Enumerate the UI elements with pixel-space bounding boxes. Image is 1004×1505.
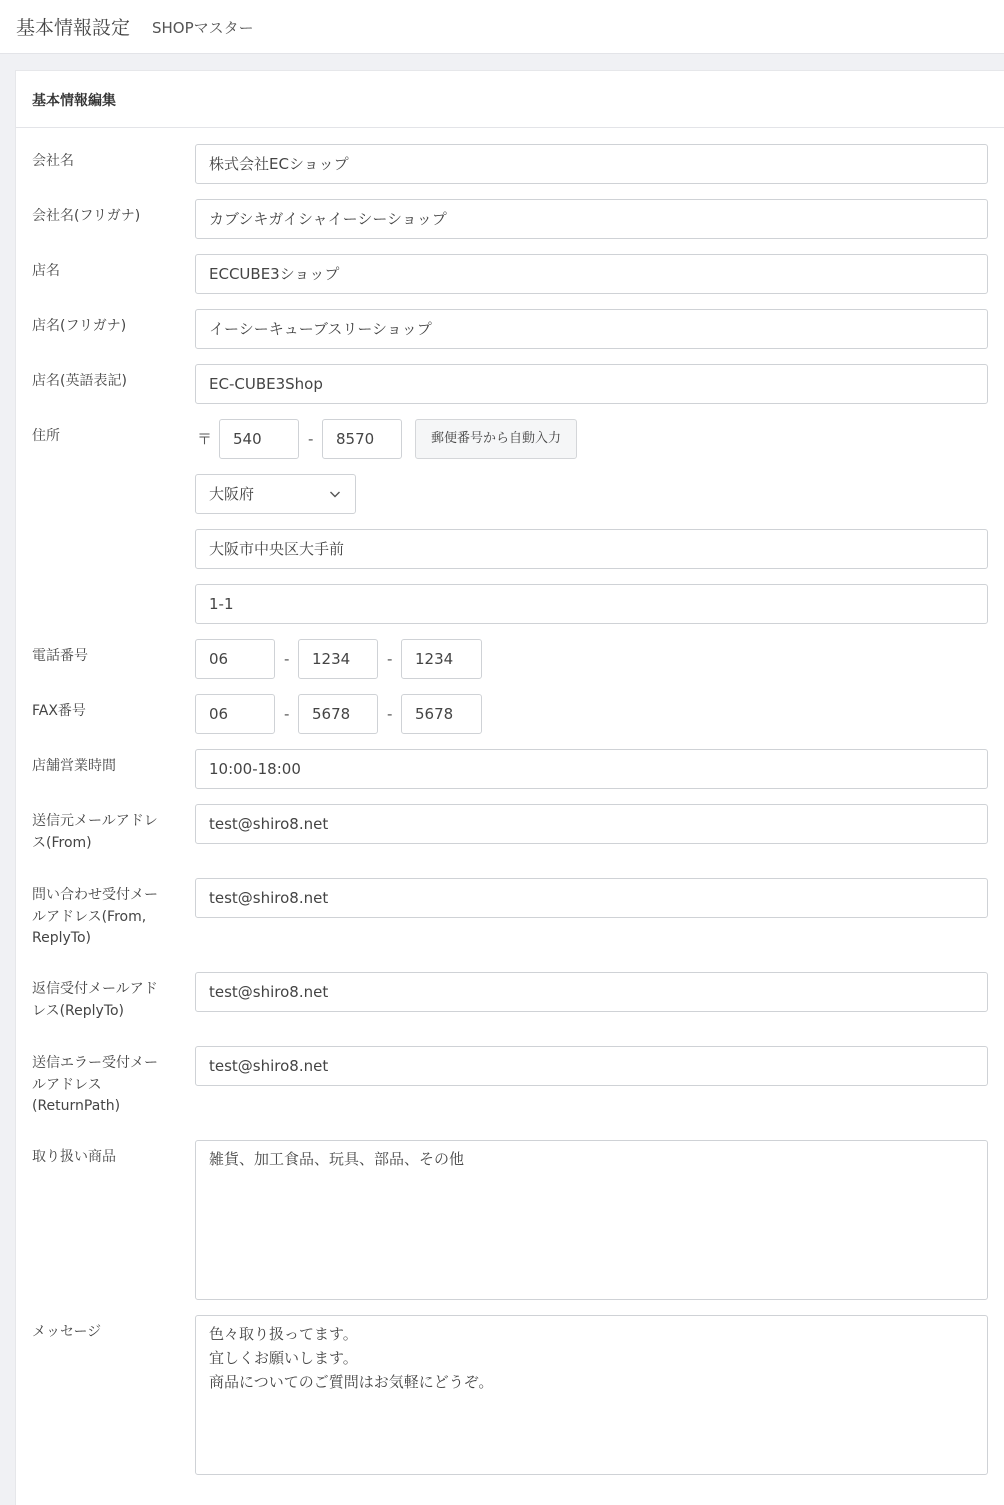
company-name-label: 会社名 [32, 153, 74, 169]
fax-label: FAX番号 [32, 703, 86, 719]
basic-info-card [15, 70, 1004, 1505]
address2-input[interactable]: 1-1 [195, 584, 988, 624]
zip-separator: - [308, 430, 314, 448]
company-kana-input[interactable]: カブシキガイシャイーシーショップ [195, 199, 988, 239]
address1-input[interactable]: 大阪市中央区大手前 [195, 529, 988, 569]
message-label: メッセージ [32, 1324, 102, 1340]
chevron-down-icon [329, 488, 341, 500]
company-kana-label: 会社名(フリガナ) [32, 208, 141, 224]
fax3-input[interactable]: 5678 [401, 694, 482, 734]
card-header [16, 71, 1004, 128]
card-title: 基本情報編集 [32, 93, 116, 109]
email-reply-input[interactable]: test@shiro8.net [195, 972, 988, 1012]
postal-mark: 〒 [197, 430, 213, 448]
phone1-input[interactable]: 06 [195, 639, 275, 679]
zip1-input[interactable]: 540 [219, 419, 299, 459]
products-textarea[interactable]: 雑貨、加工食品、玩具、部品、その他 [195, 1140, 988, 1300]
shop-name-input[interactable]: ECCUBE3ショップ [195, 254, 988, 294]
fax1-input[interactable]: 06 [195, 694, 275, 734]
shop-name-en-input[interactable]: EC-CUBE3Shop [195, 364, 988, 404]
page-subtitle: SHOPマスター [152, 19, 254, 37]
email-error-label: 送信エラー受付メールアドレス(ReturnPath) [32, 1055, 158, 1114]
zip-autofill-button[interactable]: 郵便番号から自動入力 [415, 419, 577, 459]
shop-name-label: 店名 [32, 263, 60, 279]
shop-kana-input[interactable]: イーシーキューブスリーショップ [195, 309, 988, 349]
page-title: 基本情報設定 [16, 17, 131, 39]
phone-label: 電話番号 [32, 648, 88, 664]
fax2-input[interactable]: 5678 [298, 694, 378, 734]
prefecture-select[interactable] [195, 474, 356, 514]
business-hours-input[interactable]: 10:00-18:00 [195, 749, 988, 789]
address-label: 住所 [32, 428, 60, 444]
phone-separator-2: - [387, 650, 393, 668]
shop-name-en-label: 店名(英語表記) [32, 373, 127, 389]
email-from-label: 送信元メールアドレス(From) [32, 813, 158, 851]
top-bar [0, 0, 1004, 54]
email-contact-input[interactable]: test@shiro8.net [195, 878, 988, 918]
zip2-input[interactable]: 8570 [322, 419, 402, 459]
fax-separator-1: - [284, 705, 290, 723]
phone2-input[interactable]: 1234 [298, 639, 378, 679]
email-error-input[interactable]: test@shiro8.net [195, 1046, 988, 1086]
email-contact-label: 問い合わせ受付メールアドレス(From, ReplyTo) [32, 887, 158, 946]
products-label: 取り扱い商品 [32, 1149, 116, 1165]
email-from-input[interactable]: test@shiro8.net [195, 804, 988, 844]
company-name-input[interactable]: 株式会社ECショップ [195, 144, 988, 184]
email-reply-label: 返信受付メールアドレス(ReplyTo) [32, 981, 158, 1019]
shop-kana-label: 店名(フリガナ) [32, 318, 127, 334]
prefecture-value: 大阪府 [209, 485, 255, 503]
message-textarea[interactable]: 色々取り扱ってます。 宜しくお願いします。 商品についてのご質問はお気軽にどうぞ。 [195, 1315, 988, 1475]
business-hours-label: 店舗営業時間 [32, 758, 116, 774]
phone3-input[interactable]: 1234 [401, 639, 482, 679]
phone-separator-1: - [284, 650, 290, 668]
fax-separator-2: - [387, 705, 393, 723]
